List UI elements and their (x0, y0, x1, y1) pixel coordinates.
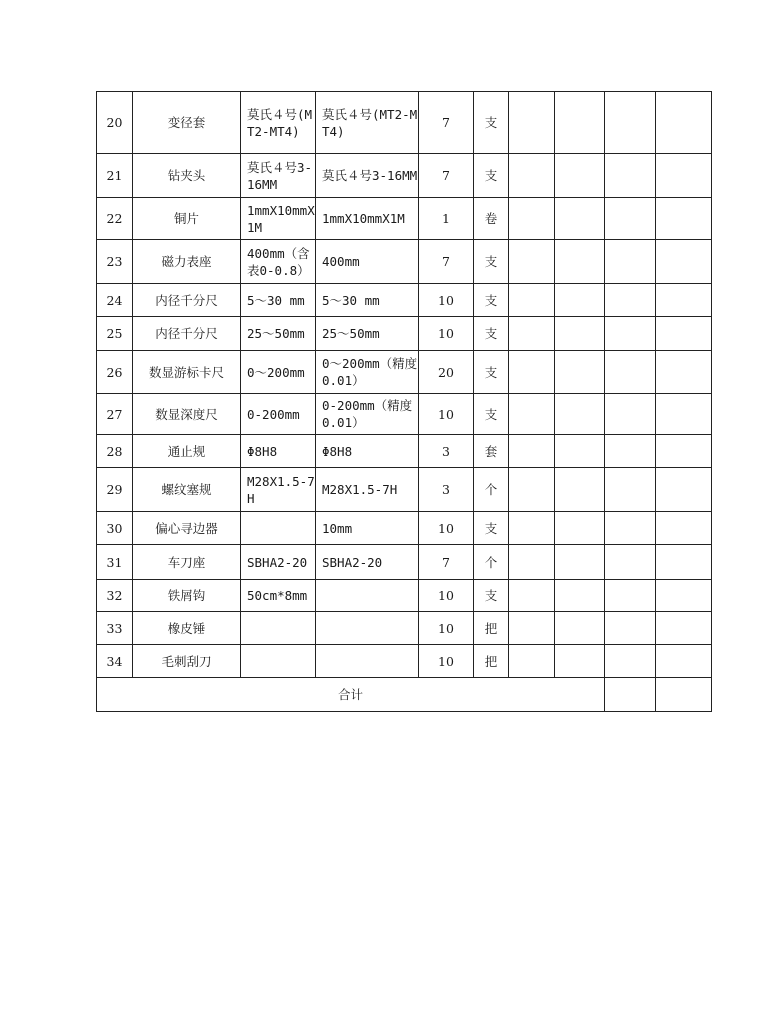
quantity: 10 (419, 580, 474, 612)
quantity: 10 (419, 512, 474, 545)
item-name: 偏心寻边器 (133, 512, 241, 545)
unit: 支 (474, 284, 509, 317)
total-cell-2 (656, 678, 712, 712)
empty-cell (555, 92, 605, 154)
spec-actual: 25～50mm (316, 317, 419, 351)
row-number: 28 (97, 435, 133, 468)
unit: 支 (474, 512, 509, 545)
spec-actual: M28X1.5-7H (316, 468, 419, 512)
quantity: 7 (419, 154, 474, 198)
table-row (97, 154, 712, 198)
empty-cell (555, 468, 605, 512)
empty-cell (555, 512, 605, 545)
table-row (97, 284, 712, 317)
empty-cell (605, 512, 656, 545)
item-name: 铁屑钩 (133, 580, 241, 612)
empty-cell (605, 351, 656, 394)
empty-cell (509, 317, 555, 351)
empty-cell (656, 351, 712, 394)
empty-cell (509, 545, 555, 580)
table-row (97, 198, 712, 240)
unit: 支 (474, 351, 509, 394)
empty-cell (605, 545, 656, 580)
spec-required: 25～50mm (241, 317, 316, 351)
quantity: 10 (419, 284, 474, 317)
item-name: 数显游标卡尺 (133, 351, 241, 394)
spec-actual: 5～30 mm (316, 284, 419, 317)
unit: 支 (474, 580, 509, 612)
empty-cell (509, 612, 555, 645)
spec-actual: 莫氏４号(MT2-MT4) (316, 92, 419, 154)
empty-cell (605, 435, 656, 468)
quantity: 1 (419, 198, 474, 240)
empty-cell (509, 240, 555, 284)
quantity: 10 (419, 317, 474, 351)
unit: 支 (474, 240, 509, 284)
unit: 把 (474, 612, 509, 645)
total-label: 合计 (97, 678, 605, 712)
spec-required: 0～200mm (241, 351, 316, 394)
spec-required (241, 645, 316, 678)
empty-cell (509, 394, 555, 435)
empty-cell (509, 198, 555, 240)
spec-actual: SBHA2-20 (316, 545, 419, 580)
spec-actual: 10mm (316, 512, 419, 545)
empty-cell (656, 468, 712, 512)
spec-actual (316, 645, 419, 678)
spec-required: 莫氏４号(MT2-MT4) (241, 92, 316, 154)
empty-cell (656, 198, 712, 240)
empty-cell (656, 645, 712, 678)
empty-cell (555, 317, 605, 351)
quantity: 7 (419, 92, 474, 154)
empty-cell (509, 512, 555, 545)
item-name: 内径千分尺 (133, 317, 241, 351)
empty-cell (555, 198, 605, 240)
quantity: 10 (419, 394, 474, 435)
equipment-table (96, 91, 712, 712)
empty-cell (605, 154, 656, 198)
empty-cell (555, 394, 605, 435)
spec-required: 400mm（含表0-0.8） (241, 240, 316, 284)
spec-required: M28X1.5-7H (241, 468, 316, 512)
row-number: 31 (97, 545, 133, 580)
item-name: 数显深度尺 (133, 394, 241, 435)
empty-cell (555, 612, 605, 645)
spec-required: Φ8H8 (241, 435, 316, 468)
spec-required (241, 612, 316, 645)
empty-cell (555, 154, 605, 198)
table-row (97, 580, 712, 612)
item-name: 内径千分尺 (133, 284, 241, 317)
unit: 支 (474, 154, 509, 198)
quantity: 7 (419, 545, 474, 580)
empty-cell (605, 198, 656, 240)
empty-cell (509, 468, 555, 512)
spec-actual: 0-200mm（精度0.01） (316, 394, 419, 435)
spec-required: 莫氏４号3-16MM (241, 154, 316, 198)
row-number: 25 (97, 317, 133, 351)
unit: 个 (474, 545, 509, 580)
empty-cell (605, 645, 656, 678)
unit: 支 (474, 394, 509, 435)
table-row (97, 92, 712, 154)
empty-cell (555, 645, 605, 678)
item-name: 磁力表座 (133, 240, 241, 284)
empty-cell (555, 351, 605, 394)
empty-cell (656, 435, 712, 468)
empty-cell (656, 512, 712, 545)
quantity: 7 (419, 240, 474, 284)
empty-cell (555, 545, 605, 580)
empty-cell (656, 284, 712, 317)
empty-cell (509, 351, 555, 394)
spec-actual: 1mmX10mmX1M (316, 198, 419, 240)
unit: 个 (474, 468, 509, 512)
empty-cell (555, 580, 605, 612)
item-name: 橡皮锤 (133, 612, 241, 645)
item-name: 通止规 (133, 435, 241, 468)
row-number: 30 (97, 512, 133, 545)
empty-cell (605, 394, 656, 435)
quantity: 20 (419, 351, 474, 394)
empty-cell (656, 545, 712, 580)
table-row (97, 317, 712, 351)
spec-actual: Φ8H8 (316, 435, 419, 468)
unit: 支 (474, 92, 509, 154)
spec-required: SBHA2-20 (241, 545, 316, 580)
table-row (97, 394, 712, 435)
total-cell-1 (605, 678, 656, 712)
unit: 套 (474, 435, 509, 468)
empty-cell (509, 284, 555, 317)
empty-cell (509, 154, 555, 198)
empty-cell (656, 92, 712, 154)
empty-cell (509, 580, 555, 612)
unit: 把 (474, 645, 509, 678)
item-name: 车刀座 (133, 545, 241, 580)
item-name: 毛刺刮刀 (133, 645, 241, 678)
spec-actual: 400mm (316, 240, 419, 284)
row-number: 23 (97, 240, 133, 284)
quantity: 3 (419, 468, 474, 512)
row-number: 29 (97, 468, 133, 512)
unit: 支 (474, 317, 509, 351)
empty-cell (605, 468, 656, 512)
row-number: 33 (97, 612, 133, 645)
table-row (97, 512, 712, 545)
empty-cell (555, 435, 605, 468)
quantity: 3 (419, 435, 474, 468)
empty-cell (605, 612, 656, 645)
item-name: 钻夹头 (133, 154, 241, 198)
empty-cell (509, 645, 555, 678)
spec-actual (316, 580, 419, 612)
row-number: 32 (97, 580, 133, 612)
empty-cell (605, 92, 656, 154)
row-number: 20 (97, 92, 133, 154)
empty-cell (656, 394, 712, 435)
spec-required: 1mmX10mmX1M (241, 198, 316, 240)
table-row (97, 468, 712, 512)
quantity: 10 (419, 645, 474, 678)
item-name: 铜片 (133, 198, 241, 240)
empty-cell (605, 317, 656, 351)
item-name: 变径套 (133, 92, 241, 154)
row-number: 22 (97, 198, 133, 240)
table-row (97, 545, 712, 580)
table-row (97, 351, 712, 394)
row-number: 34 (97, 645, 133, 678)
table-row (97, 240, 712, 284)
quantity: 10 (419, 612, 474, 645)
row-number: 26 (97, 351, 133, 394)
spec-actual (316, 612, 419, 645)
empty-cell (555, 240, 605, 284)
empty-cell (656, 580, 712, 612)
unit: 卷 (474, 198, 509, 240)
empty-cell (555, 284, 605, 317)
empty-cell (605, 580, 656, 612)
empty-cell (656, 317, 712, 351)
table-row (97, 435, 712, 468)
table-body (97, 92, 712, 678)
row-number: 24 (97, 284, 133, 317)
spec-required: 5～30 mm (241, 284, 316, 317)
row-number: 21 (97, 154, 133, 198)
empty-cell (509, 92, 555, 154)
empty-cell (509, 435, 555, 468)
empty-cell (656, 154, 712, 198)
empty-cell (605, 240, 656, 284)
spec-required: 0-200mm (241, 394, 316, 435)
spec-actual: 0～200mm（精度0.01） (316, 351, 419, 394)
empty-cell (656, 240, 712, 284)
item-name: 螺纹塞规 (133, 468, 241, 512)
table-row (97, 645, 712, 678)
total-row (97, 678, 712, 712)
empty-cell (605, 284, 656, 317)
empty-cell (656, 612, 712, 645)
spec-actual: 莫氏４号3-16MM (316, 154, 419, 198)
row-number: 27 (97, 394, 133, 435)
table-row (97, 612, 712, 645)
spec-required: 50cm*8mm (241, 580, 316, 612)
spec-required (241, 512, 316, 545)
